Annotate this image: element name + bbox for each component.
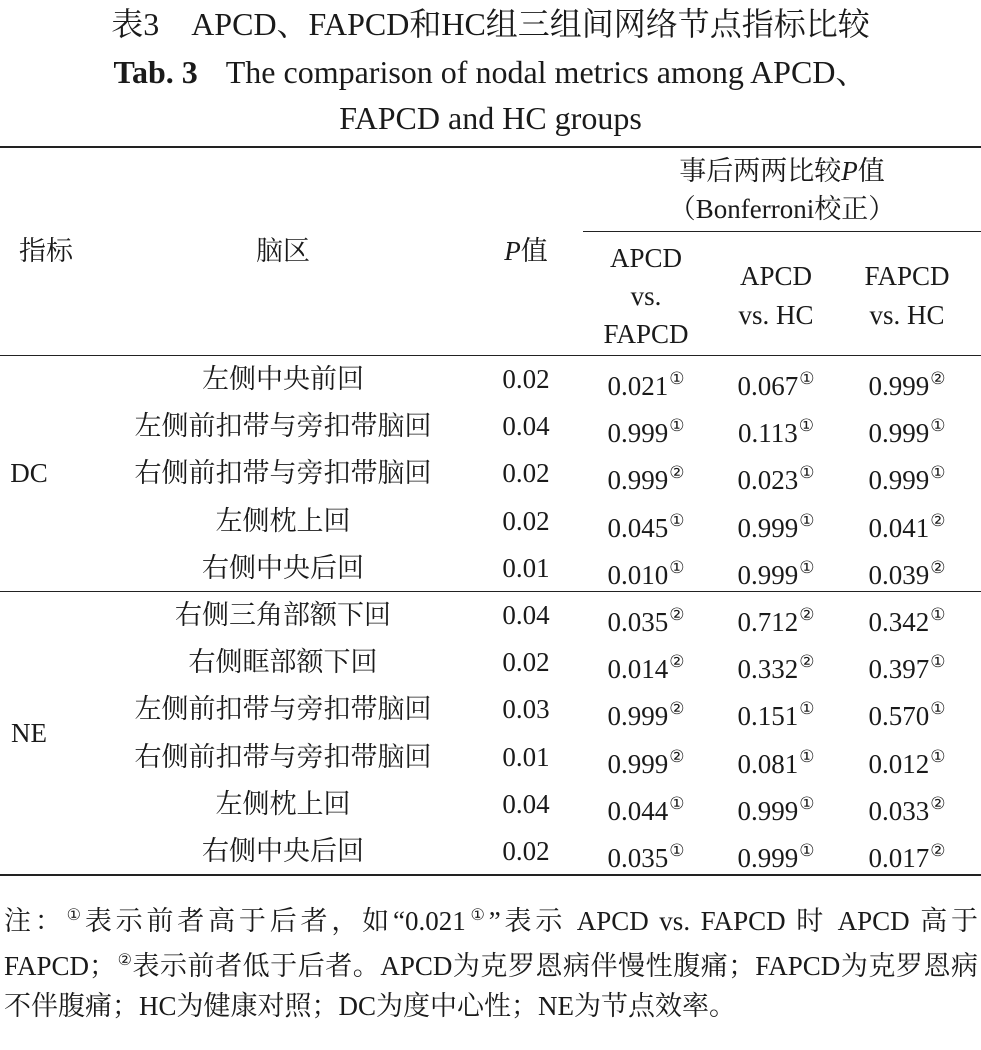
cell-p-value: 0.02: [502, 505, 550, 536]
cell-v1: 0.999②: [607, 463, 685, 496]
group-metric-label: NE: [11, 718, 47, 748]
cell-v1: 0.045①: [607, 510, 685, 543]
header-region: 脑区: [256, 236, 310, 266]
cell-region: 右侧前扣带与旁扣带脑回: [134, 458, 432, 489]
cell-v1: 0.014②: [607, 652, 685, 685]
cell-region: 右侧三角部额下回: [175, 600, 391, 630]
cell-v3: 0.999②: [868, 369, 946, 401]
cell-v2: 0.999①: [737, 510, 815, 543]
cell-region: 左侧前扣带与旁扣带脑回: [134, 694, 432, 725]
cell-v3: 0.039②: [868, 557, 946, 590]
cell-v1: 0.010①: [607, 557, 685, 590]
cell-p-value: 0.02: [502, 458, 550, 489]
table-number: Tab. 3: [113, 54, 198, 90]
cell-v3: 0.033②: [868, 793, 946, 826]
cell-region: 左侧枕上回: [215, 505, 351, 536]
header-posthoc: 事后两两比较P值: [679, 156, 885, 186]
header-p-value: P值: [504, 236, 548, 266]
header-col2-l1: APCD: [739, 261, 813, 291]
cell-region: 左侧枕上回: [215, 788, 351, 819]
title-en-line1: The comparison of nodal metrics among APCD、: [225, 54, 868, 90]
cell-region: 右侧中央后回: [202, 552, 364, 583]
header-col3-l1: FAPCD: [864, 261, 950, 291]
top-rule: [0, 146, 981, 148]
cell-v3: 0.342①: [868, 605, 946, 637]
cell-v3: 0.999①: [868, 463, 946, 496]
cell-p-value: 0.01: [502, 552, 550, 583]
cell-v1: 0.999②: [607, 746, 685, 779]
cell-v2: 0.999①: [737, 841, 815, 873]
posthoc-subrule: [583, 231, 981, 232]
cell-v3: 0.012①: [868, 746, 946, 779]
cell-p-value: 0.02: [502, 647, 550, 678]
table-title-english: [0, 52, 981, 138]
cell-v1: 0.035①: [607, 841, 685, 873]
cell-v2: 0.151①: [737, 699, 815, 732]
cell-region: 右侧中央后回: [202, 836, 364, 866]
cell-p-value: 0.04: [502, 411, 550, 442]
header-col2-l2: vs. HC: [738, 300, 814, 330]
cell-p-value: 0.04: [502, 788, 550, 819]
title-en-line2: FAPCD and HC groups: [339, 100, 642, 136]
header-col1-l3: FAPCD: [603, 319, 689, 349]
cell-v2: 0.067①: [737, 369, 815, 401]
cell-v1: 0.999①: [607, 416, 685, 449]
cell-v2: 0.712②: [737, 605, 815, 637]
cell-v3: 0.017②: [868, 841, 946, 873]
cell-p-value: 0.01: [502, 741, 550, 772]
group-metric-label: DC: [10, 458, 48, 489]
cell-p-value: 0.02: [502, 364, 550, 394]
cell-v2: 0.023①: [737, 463, 815, 496]
cell-p-value: 0.04: [502, 600, 550, 630]
cell-v1: 0.999②: [607, 699, 685, 732]
header-bottom-rule: [0, 355, 981, 356]
cell-region: 右侧前扣带与旁扣带脑回: [134, 741, 432, 772]
cell-v3: 0.570①: [868, 699, 946, 732]
cell-v1: 0.044①: [607, 793, 685, 826]
header-metric: 指标: [19, 236, 73, 266]
cell-region: 左侧中央前回: [202, 364, 364, 394]
cell-v2: 0.332②: [737, 652, 815, 685]
cell-v2: 0.081①: [737, 746, 815, 779]
header-col1-l2: vs.: [630, 281, 662, 311]
cell-v1: 0.021①: [607, 369, 685, 401]
cell-v2: 0.113①: [738, 416, 814, 449]
cell-v3: 0.041②: [868, 510, 946, 543]
cell-region: 左侧前扣带与旁扣带脑回: [134, 411, 432, 442]
cell-p-value: 0.03: [502, 694, 550, 725]
cell-v3: 0.397①: [868, 652, 946, 685]
cell-v2: 0.999①: [737, 557, 815, 590]
cell-v3: 0.999①: [868, 416, 946, 449]
cell-p-value: 0.02: [502, 836, 550, 866]
header-posthoc-correction: （Bonferroni校正）: [668, 194, 896, 224]
table-note: 注：①表示前者高于后者，如“0.021①”表示 APCD vs. FAPCD 时 APCD 高于 FAPCD；②表示前者低于后者。APCD为克罗恩病伴慢性腹痛；FAPCD为克罗恩病不伴腹痛；HC为健康对照；DC为度中心性；NE为节点效率。: [4, 906, 979, 1021]
header-col3-l2: vs. HC: [869, 300, 945, 330]
table-title-chinese: 表3 APCD、FAPCD和HC组三组间网络节点指标比较: [111, 6, 870, 42]
header-col1-l1: APCD: [609, 243, 683, 273]
cell-v1: 0.035②: [607, 605, 685, 637]
cell-v2: 0.999①: [737, 793, 815, 826]
cell-region: 右侧眶部额下回: [188, 647, 378, 678]
